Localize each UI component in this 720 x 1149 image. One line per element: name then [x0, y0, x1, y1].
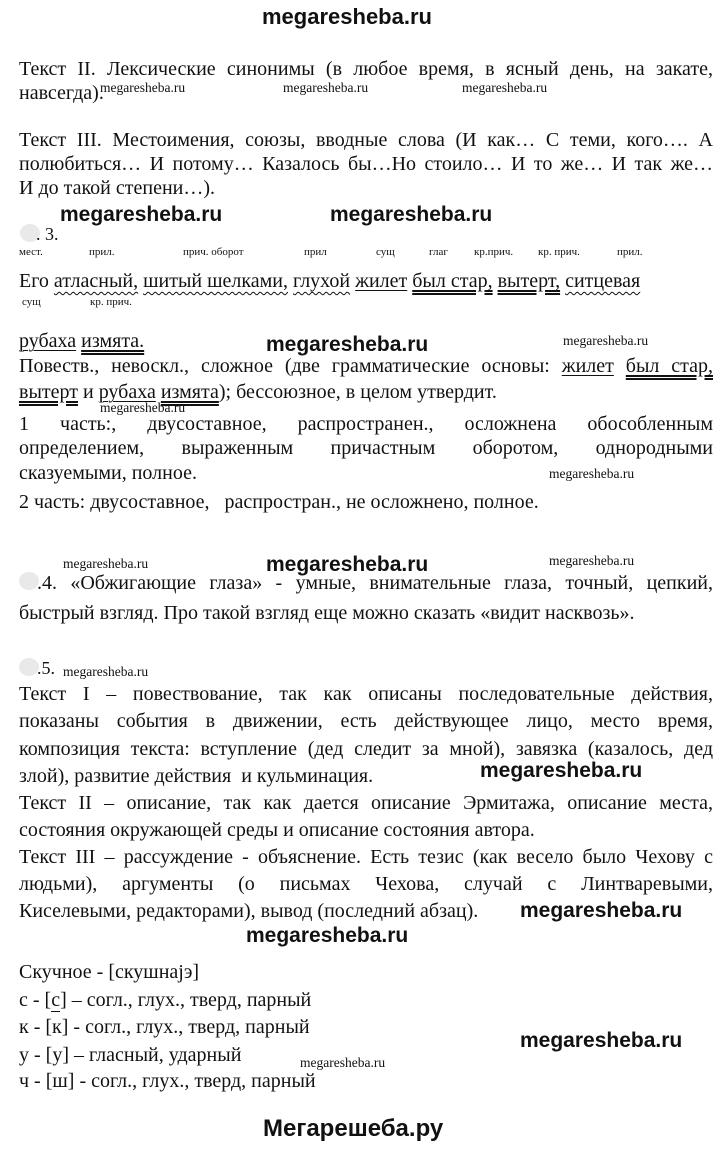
task5-line: состояния окружающей среды и описание состояния автора. [19, 819, 535, 841]
analysis-predicate: измята [160, 381, 219, 403]
text2-line2: навсегда). [19, 82, 104, 104]
sentence-word-definition: глухой [293, 270, 351, 292]
phonetic-letter: ч - [ [19, 1070, 53, 1092]
pos-tag: кр. прич. [90, 296, 132, 308]
sentence-word-participle-phrase: шитый шелками, [143, 270, 289, 292]
sentence-word-definition: атласный, [53, 270, 139, 292]
task4-text: «Обжигающие глаза» - умные, внимательные глаза, точный, цепкий, [57, 572, 713, 594]
watermark-big: megaresheba.ru [266, 333, 429, 356]
task5-number: .5. [37, 658, 55, 678]
watermark-small: megaresheba.ru [549, 553, 635, 568]
pos-tag: прил. [617, 246, 643, 258]
phonetic-word: Скучное - [скушнаjэ] [19, 961, 200, 983]
part1-line3: сказуемыми, полное. [19, 462, 197, 484]
phonetic-sound: у [52, 1044, 63, 1066]
part1-line1: 1 часть:, двусоставное, распространен., осложнена обособленным [19, 413, 713, 435]
text3-line3: И до такой степени…). [19, 177, 216, 199]
analysis-subject: рубаха [98, 381, 156, 403]
task5-line: Киселевыми, редакторами), вывод (последний абзац). [19, 900, 479, 922]
task5-line: злой), развитие действия и кульминация. [19, 765, 374, 787]
phonetic-sound: ш [52, 1070, 68, 1092]
task4-number: .4. [37, 572, 57, 594]
watermark-big: megaresheba.ru [330, 203, 493, 226]
pos-tag: прич. оборот [183, 246, 244, 258]
sentence-word-definition: ситцевая [565, 270, 641, 292]
phonetic-sound: с [51, 989, 61, 1011]
watermark-big: megaresheba.ru [246, 924, 409, 947]
pos-tag: кр.прич. [474, 246, 514, 258]
page-header-site: megaresheba.ru [262, 4, 432, 29]
watermark-small: megaresheba.ru [100, 400, 186, 415]
pos-tag: кр. прич. [538, 246, 580, 258]
phonetic-desc: ] – согл., глух., тверд, парный [60, 989, 312, 1011]
phonetic-row [19, 1069, 316, 1093]
watermark-small: megaresheba.ru [63, 664, 149, 679]
sentence-word-predicate: измята. [81, 330, 145, 352]
watermark-small: megaresheba.ru [283, 80, 369, 95]
text3-line1: Текст III. Местоимения, союзы, вводные слова (И как… С теми, кого…. А [19, 129, 713, 151]
phonetic-sound: к [52, 1016, 62, 1038]
sentence-word-subject: жилет [355, 270, 408, 292]
sentence-word-subject: рубаха [19, 330, 77, 352]
task-marker [19, 658, 39, 676]
watermark-big: megaresheba.ru [480, 759, 643, 782]
task5-line: Текст I – повествование, так как описаны последовательные действия, [19, 683, 713, 705]
task5-line: композиция текста: вступление (дед следит за мной), завязка (казалось, дед [19, 738, 713, 760]
task4-line1 [19, 571, 713, 595]
pos-tag: прил. [89, 246, 115, 258]
watermark-big: megaresheba.ru [520, 899, 683, 922]
phonetic-letter: у - [ [19, 1044, 53, 1066]
part2-line: 2 часть: двусоставное, распростран., не осложнено, полное. [19, 491, 539, 513]
watermark-big: megaresheba.ru [520, 1029, 683, 1052]
task3-number: . 3. [36, 224, 59, 244]
watermark-big: megaresheba.ru [266, 553, 429, 576]
analysis-line1 [19, 354, 713, 378]
phonetic-row [19, 1015, 310, 1039]
pos-tag: глаг [429, 246, 448, 258]
phonetic-desc: ] - согл., глух., тверд, парный [67, 1070, 316, 1092]
task5-line: людьми), аргументы (о письмах Чехова, случай с Линтваревыми, [19, 873, 713, 895]
analysis-text: ); бессоюзное, в целом утвердит. [218, 381, 497, 403]
phonetic-letter: с - [ [19, 989, 52, 1011]
parsed-sentence [19, 270, 640, 293]
watermark-small: megaresheba.ru [300, 1055, 386, 1070]
phonetic-row [19, 1043, 241, 1067]
watermark-small: megaresheba.ru [549, 466, 635, 481]
sentence-word: Его [19, 270, 54, 292]
text3-line2: полюбиться… И потому… Казалось бы…Но стоило… И то же… И так же… [19, 153, 713, 175]
pos-tag: мест. [19, 246, 43, 258]
analysis-text: Повеств., невоскл., сложное (две грамматические основы: [19, 355, 562, 377]
task5-line: Текст III – рассуждение - объяснение. Есть тезис (как весело было Чехову с [19, 846, 713, 868]
text2-line1: Текст II. Лексические синонимы (в любое время, в ясный день, на закате, [19, 58, 713, 80]
analysis-subject: жилет [561, 355, 614, 377]
phonetic-desc: ] - согл., глух., тверд, парный [61, 1016, 310, 1038]
pos-tag: прил [304, 246, 327, 258]
parsed-sentence-line2 [19, 330, 144, 353]
task5-line: показаны события в движении, есть действующее лицо, место время, [19, 710, 713, 732]
sentence-word-predicate: был стар, [412, 270, 493, 292]
analysis-line2 [19, 380, 497, 404]
task4-line2: быстрый взгляд. Про такой взгляд еще можно сказать «видит насквозь». [19, 602, 635, 624]
part1-line2: определением, выраженным причастным оборотом, однородными [19, 437, 713, 459]
page-footer-site: Мегарешеба.ру [263, 1115, 444, 1142]
watermark-big: megaresheba.ru [60, 203, 223, 226]
phonetic-desc: ] – гласный, ударный [62, 1044, 242, 1066]
pos-tag: сущ [376, 246, 395, 258]
task5-line: Текст II – описание, так как дается описание Эрмитажа, описание места, [19, 792, 713, 814]
phonetic-letter: к - [ [19, 1016, 53, 1038]
sentence-word-predicate: вытерт, [497, 270, 561, 292]
phonetic-row [19, 988, 311, 1012]
watermark-small: megaresheba.ru [63, 556, 149, 571]
analysis-predicate: был стар, [625, 355, 714, 377]
watermark-small: megaresheba.ru [563, 333, 649, 348]
watermark-small: megaresheba.ru [462, 80, 548, 95]
analysis-predicate: вытерт [19, 381, 78, 403]
watermark-small: megaresheba.ru [100, 80, 186, 95]
pos-tag: сущ [22, 296, 41, 308]
analysis-text: и [77, 381, 99, 403]
